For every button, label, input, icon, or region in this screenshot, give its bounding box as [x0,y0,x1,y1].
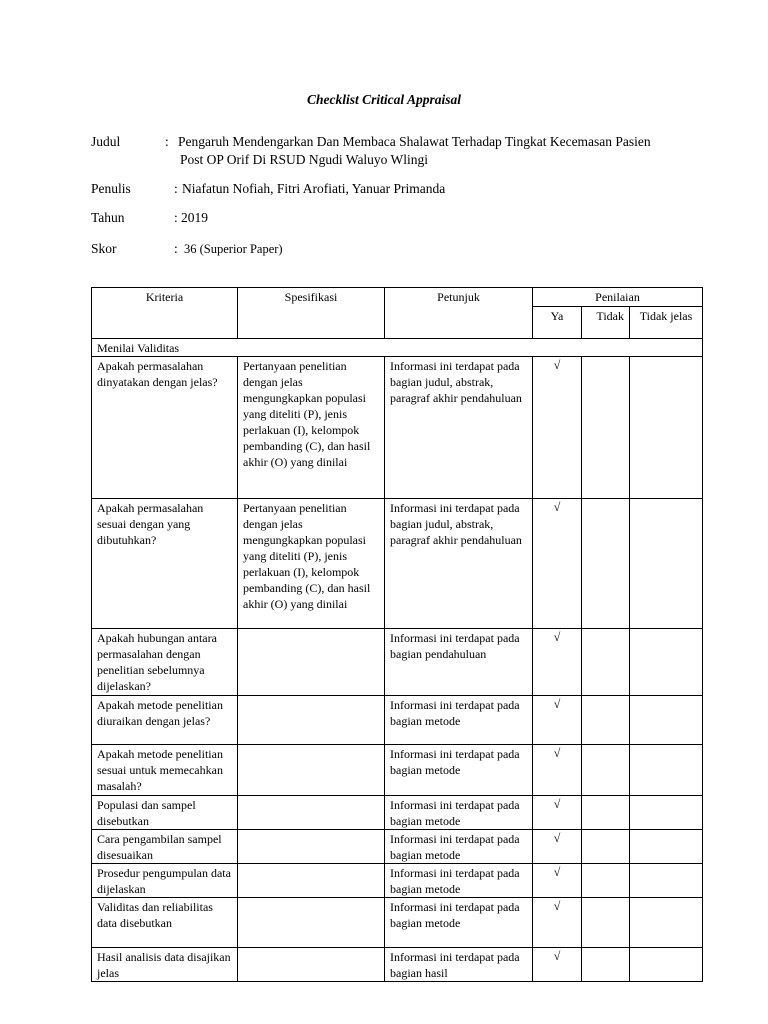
tahun-value: 2019 [181,210,208,225]
table-row [92,830,703,864]
appraisal-table [91,287,703,982]
header-tidak: Tidak [582,307,630,339]
tidak-cell [582,745,630,796]
ya-check: √ [533,830,582,864]
petunjuk-cell: Informasi ini terdapat pada bagian metode [385,864,533,898]
tidak-cell [582,629,630,696]
spesifikasi-cell [238,948,385,982]
tidak-jelas-cell [630,898,703,948]
tidak-jelas-cell [630,499,703,629]
tidak-cell [582,696,630,745]
ya-check: √ [533,796,582,830]
header-kriteria: Kriteria [92,288,238,339]
spesifikasi-cell [238,745,385,796]
header-penilaian: Penilaian [533,288,703,307]
petunjuk-cell: Informasi ini terdapat pada bagian judul, abstrak, paragraf akhir pendahuluan [385,499,533,629]
kriteria-cell: Cara pengambilan sampel disesuaikan [92,830,238,864]
spesifikasi-cell [238,629,385,696]
header-spesifikasi: Spesifikasi [238,288,385,339]
spesifikasi-cell: Pertanyaan penelitian dengan jelas mengungkapkan populasi yang diteliti (P), jenis perlakuan (I), kelompok pembanding (C), dan hasil akhir (O) yang dinilai [238,499,385,629]
ya-check: √ [533,357,582,499]
tidak-cell [582,357,630,499]
kriteria-cell: Populasi dan sampel disebutkan [92,796,238,830]
table-row [92,864,703,898]
header-tidak-jelas: Tidak jelas [630,307,703,339]
spesifikasi-cell: Pertanyaan penelitian dengan jelas mengungkapkan populasi yang diteliti (P), jenis perlakuan (I), kelompok pembanding (C), dan hasil akhir (O) yang dinilai [238,357,385,499]
table-row [92,696,703,745]
tahun-label: Tahun [91,210,125,225]
header-petunjuk: Petunjuk [385,288,533,339]
judul-colon: : [165,134,169,149]
tidak-cell [582,898,630,948]
petunjuk-cell: Informasi ini terdapat pada bagian metode [385,796,533,830]
kriteria-cell: Apakah hubungan antara permasalahan dengan penelitian sebelumnya dijelaskan? [92,629,238,696]
petunjuk-cell: Informasi ini terdapat pada bagian metode [385,898,533,948]
kriteria-cell: Apakah metode penelitian diuraikan dengan jelas? [92,696,238,745]
spesifikasi-cell [238,796,385,830]
table-row [92,357,703,499]
tidak-jelas-cell [630,629,703,696]
tidak-cell [582,864,630,898]
tidak-cell [582,830,630,864]
petunjuk-cell: Informasi ini terdapat pada bagian metode [385,830,533,864]
tidak-jelas-cell [630,864,703,898]
section-row [92,339,703,357]
tahun-colon: : [174,210,178,225]
kriteria-cell: Apakah metode penelitian sesuai untuk memecahkan masalah? [92,745,238,796]
spesifikasi-cell [238,830,385,864]
tidak-cell [582,948,630,982]
petunjuk-cell: Informasi ini terdapat pada bagian judul, abstrak, paragraf akhir pendahuluan [385,357,533,499]
spesifikasi-cell [238,898,385,948]
tidak-jelas-cell [630,357,703,499]
header-ya: Ya [533,307,582,339]
tidak-cell [582,499,630,629]
petunjuk-cell: Informasi ini terdapat pada bagian metode [385,696,533,745]
petunjuk-cell: Informasi ini terdapat pada bagian pendahuluan [385,629,533,696]
kriteria-cell: Apakah permasalahan dinyatakan dengan jelas? [92,357,238,499]
petunjuk-cell: Informasi ini terdapat pada bagian metode [385,745,533,796]
tidak-jelas-cell [630,948,703,982]
kriteria-cell: Validitas dan reliabilitas data disebutkan [92,898,238,948]
tidak-jelas-cell [630,830,703,864]
kriteria-cell: Apakah permasalahan sesuai dengan yang dibutuhkan? [92,499,238,629]
table-row [92,499,703,629]
table-row [92,796,703,830]
ya-check: √ [533,629,582,696]
spesifikasi-cell [238,696,385,745]
tidak-jelas-cell [630,796,703,830]
ya-check: √ [533,948,582,982]
table-row [92,629,703,696]
kriteria-cell: Hasil analisis data disajikan jelas [92,948,238,982]
judul-label: Judul [91,134,121,149]
judul-value-line1: Pengaruh Mendengarkan Dan Membaca Shalawat Terhadap Tingkat Kecemasan Pasien [178,134,651,149]
ya-check: √ [533,898,582,948]
judul-value-line2: Post OP Orif Di RSUD Ngudi Waluyo Wlingi [180,152,429,167]
header-row-1 [92,288,703,307]
ya-check: √ [533,745,582,796]
ya-check: √ [533,864,582,898]
ya-check: √ [533,696,582,745]
penulis-colon: : [174,181,178,196]
skor-colon: : [174,241,178,256]
penulis-label: Penulis [91,181,131,196]
tidak-cell [582,796,630,830]
section-label: Menilai Validitas [92,339,703,357]
petunjuk-cell: Informasi ini terdapat pada bagian hasil [385,948,533,982]
table-row [92,745,703,796]
kriteria-cell: Prosedur pengumpulan data dijelaskan [92,864,238,898]
document-title: Checklist Critical Appraisal [306,92,462,107]
table-row [92,898,703,948]
table-row [92,948,703,982]
tidak-jelas-cell [630,696,703,745]
spesifikasi-cell [238,864,385,898]
penulis-value: Niafatun Nofiah, Fitri Arofiati, Yanuar Primanda [182,181,446,196]
ya-check: √ [533,499,582,629]
skor-label: Skor [91,241,117,256]
tidak-jelas-cell [630,745,703,796]
skor-value: 36 (Superior Paper) [184,242,283,256]
